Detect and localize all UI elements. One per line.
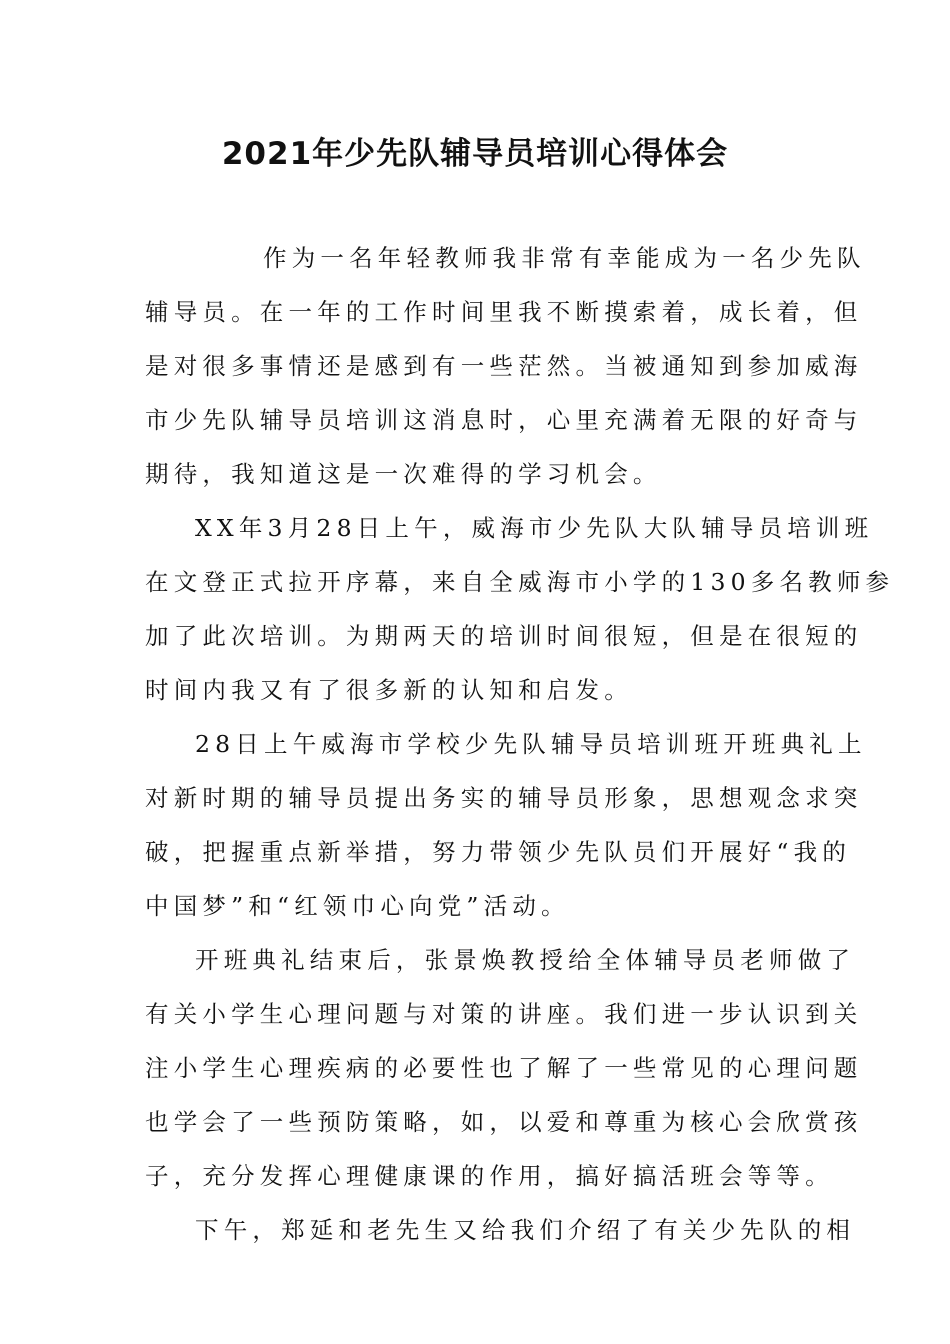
text-line: 加了此次培训。为期两天的培训时间很短，但是在很短的	[145, 622, 863, 650]
text-line: 期待，我知道这是一次难得的学习机会。	[145, 460, 662, 488]
document-title: 2021年少先队辅导员培训心得体会	[221, 136, 729, 172]
text-line: 下午，郑延和老先生又给我们介绍了有关少先队的相	[195, 1216, 856, 1244]
text-line: 有关小学生心理问题与对策的讲座。我们进一步认识到关	[145, 1000, 863, 1028]
text-line: 28日上午威海市学校少先队辅导员培训班开班典礼上	[195, 730, 867, 758]
text-line: 市少先队辅导员培训这消息时，心里充满着无限的好奇与	[145, 406, 863, 434]
text-line: 对新时期的辅导员提出务实的辅导员形象，思想观念求突	[145, 784, 863, 812]
text-line: 破，把握重点新举措，努力带领少先队员们开展好“我的	[145, 838, 852, 866]
document-body	[145, 237, 895, 1263]
text-line: 时间内我又有了很多新的认知和启发。	[145, 676, 633, 704]
text-line: 辅导员。在一年的工作时间里我不断摸索着，成长着，但	[145, 298, 863, 326]
text-line: 也学会了一些预防策略，如，以爱和尊重为核心会欣赏孩	[145, 1108, 863, 1136]
text-line: 在文登正式拉开序幕，来自全威海市小学的130多名教师参	[145, 568, 895, 596]
text-line: 作为一名年轻教师我非常有幸能成为一名少先队	[263, 244, 866, 272]
text-line: 是对很多事情还是感到有一些茫然。当被通知到参加威海	[145, 352, 863, 380]
text-line: 注小学生心理疾病的必要性也了解了一些常见的心理问题	[145, 1054, 863, 1082]
text-line: 子，充分发挥心理健康课的作用，搞好搞活班会等等。	[145, 1162, 834, 1190]
text-line: XX年3月28日上午，威海市少先队大队辅导员培训班	[195, 514, 874, 542]
text-line: 中国梦”和“红领巾心向党”活动。	[145, 892, 570, 920]
text-line: 开班典礼结束后，张景焕教授给全体辅导员老师做了	[195, 946, 856, 974]
